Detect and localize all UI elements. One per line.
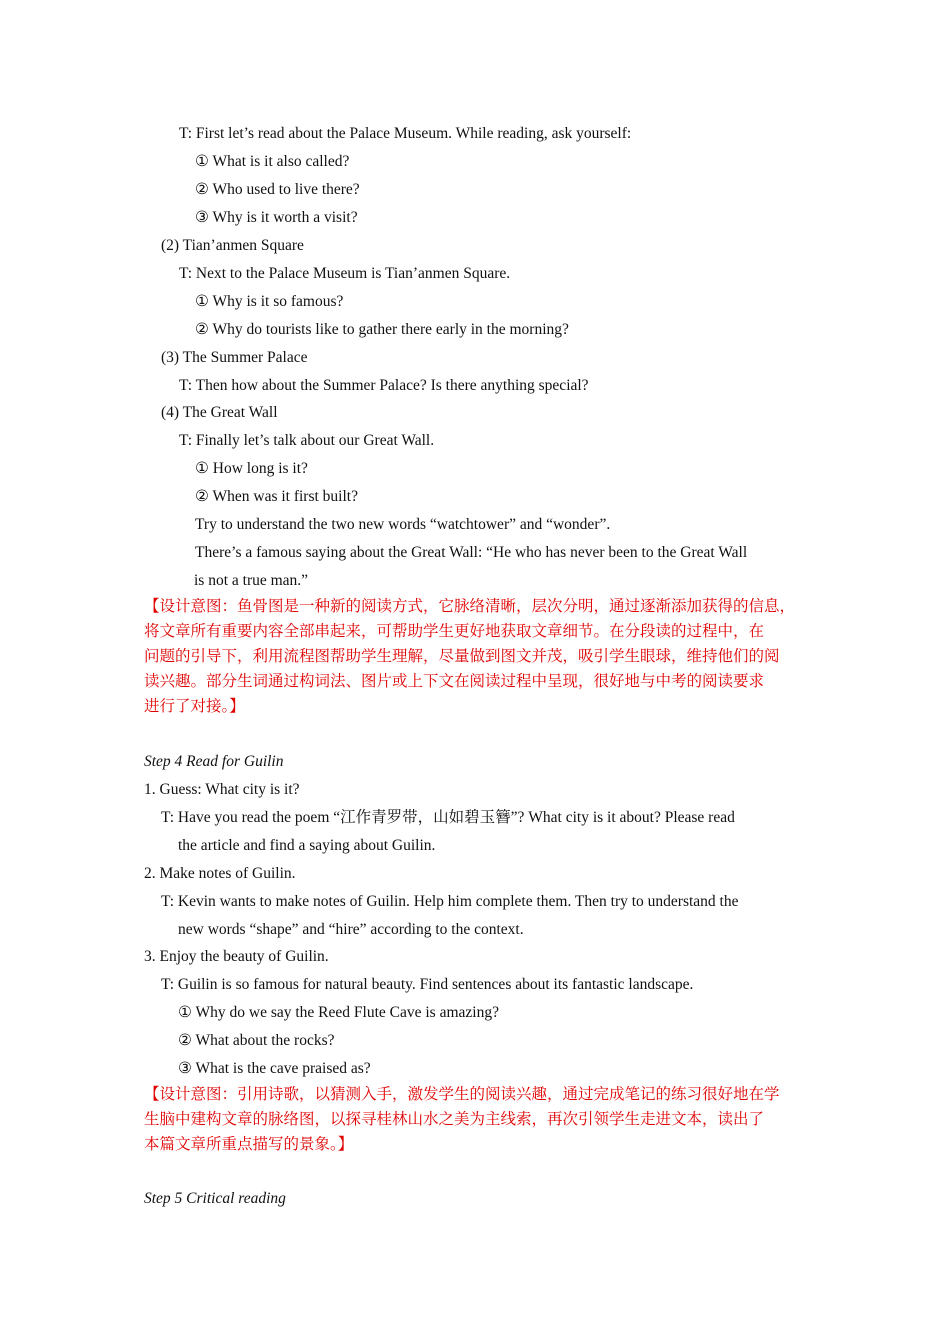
wall-saying-line-1: There’s a famous saying about the Great Wall: “He who has never been to the Great Wall xyxy=(195,544,748,561)
wall-question-1: ① How long is it? xyxy=(195,460,308,477)
design-note-2-line-3: 本篇文章所重点描写的景象。】 xyxy=(144,1136,354,1153)
design-note-1-line-2: 将文章所有重要内容全部串起来，可帮助学生更好地获取文章细节。在分段读的过程中，在 xyxy=(144,623,765,640)
square-question-1: ① Why is it so famous? xyxy=(195,293,344,310)
step4-item-1-teacher-line-2: the article and find a saying about Guilin. xyxy=(178,837,436,854)
step4-item-3-teacher: T: Guilin is so famous for natural beauty. Find sentences about its fantastic landscape. xyxy=(161,976,694,993)
step4-item-2: 2. Make notes of Guilin. xyxy=(144,865,296,882)
square-question-2: ② Why do tourists like to gather there early in the morning? xyxy=(195,321,569,338)
summer-intro: T: Then how about the Summer Palace? Is there anything special? xyxy=(179,377,589,394)
wall-new-words: Try to understand the two new words “watchtower” and “wonder”. xyxy=(195,516,611,533)
design-note-2-line-1: 【设计意图：引用诗歌，以猜测入手，激发学生的阅读兴趣，通过完成笔记的练习很好地在学 xyxy=(144,1086,780,1103)
step4-item-1-teacher-line-1: T: Have you read the poem “江作青罗带，山如碧玉簪”? What city is it about? Please read xyxy=(161,809,735,826)
design-note-1-line-3: 问题的引导下，利用流程图帮助学生理解，尽量做到图文并茂，吸引学生眼球，维持他们的阅 xyxy=(144,648,780,665)
square-heading: (2) Tian’anmen Square xyxy=(161,237,304,254)
wall-intro: T: Finally let’s talk about our Great Wall. xyxy=(179,432,435,449)
palace-question-1: ① What is it also called? xyxy=(195,153,350,170)
design-note-1-line-4: 读兴趣。部分生词通过构词法、图片或上下文在阅读过程中呈现，很好地与中考的阅读要求 xyxy=(144,673,765,690)
step4-item-2-teacher-line-1: T: Kevin wants to make notes of Guilin. Help him complete them. Then try to understand the xyxy=(161,893,739,910)
step4-question-1: ① Why do we say the Reed Flute Cave is amazing? xyxy=(178,1004,499,1021)
step4-question-3: ③ What is the cave praised as? xyxy=(178,1060,371,1077)
wall-heading: (4) The Great Wall xyxy=(161,404,278,421)
square-intro: T: Next to the Palace Museum is Tian’anmen Square. xyxy=(179,265,511,282)
step4-title: Step 4 Read for Guilin xyxy=(144,753,284,770)
step4-item-2-teacher-line-2: new words “shape” and “hire” according to the context. xyxy=(178,921,524,938)
step4-question-2: ② What about the rocks? xyxy=(178,1032,335,1049)
design-note-1-line-5: 进行了对接。】 xyxy=(144,698,245,715)
palace-question-3: ③ Why is it worth a visit? xyxy=(195,209,358,226)
palace-intro: T: First let’s read about the Palace Museum. While reading, ask yourself: xyxy=(179,125,632,142)
summer-heading: (3) The Summer Palace xyxy=(161,349,308,366)
step5-title: Step 5 Critical reading xyxy=(144,1190,286,1207)
design-note-2-line-2: 生脑中建构文章的脉络图，以探寻桂林山水之美为主线索，再次引领学生走进文本，读出了 xyxy=(144,1111,765,1128)
wall-question-2: ② When was it first built? xyxy=(195,488,358,505)
palace-question-2: ② Who used to live there? xyxy=(195,181,360,198)
design-note-1-line-1: 【设计意图：鱼骨图是一种新的阅读方式，它脉络清晰，层次分明，通过逐渐添加获得的信息， xyxy=(144,598,796,615)
step4-item-1: 1. Guess: What city is it? xyxy=(144,781,300,798)
step4-item-3: 3. Enjoy the beauty of Guilin. xyxy=(144,948,329,965)
wall-saying-line-2: is not a true man.” xyxy=(194,572,309,589)
